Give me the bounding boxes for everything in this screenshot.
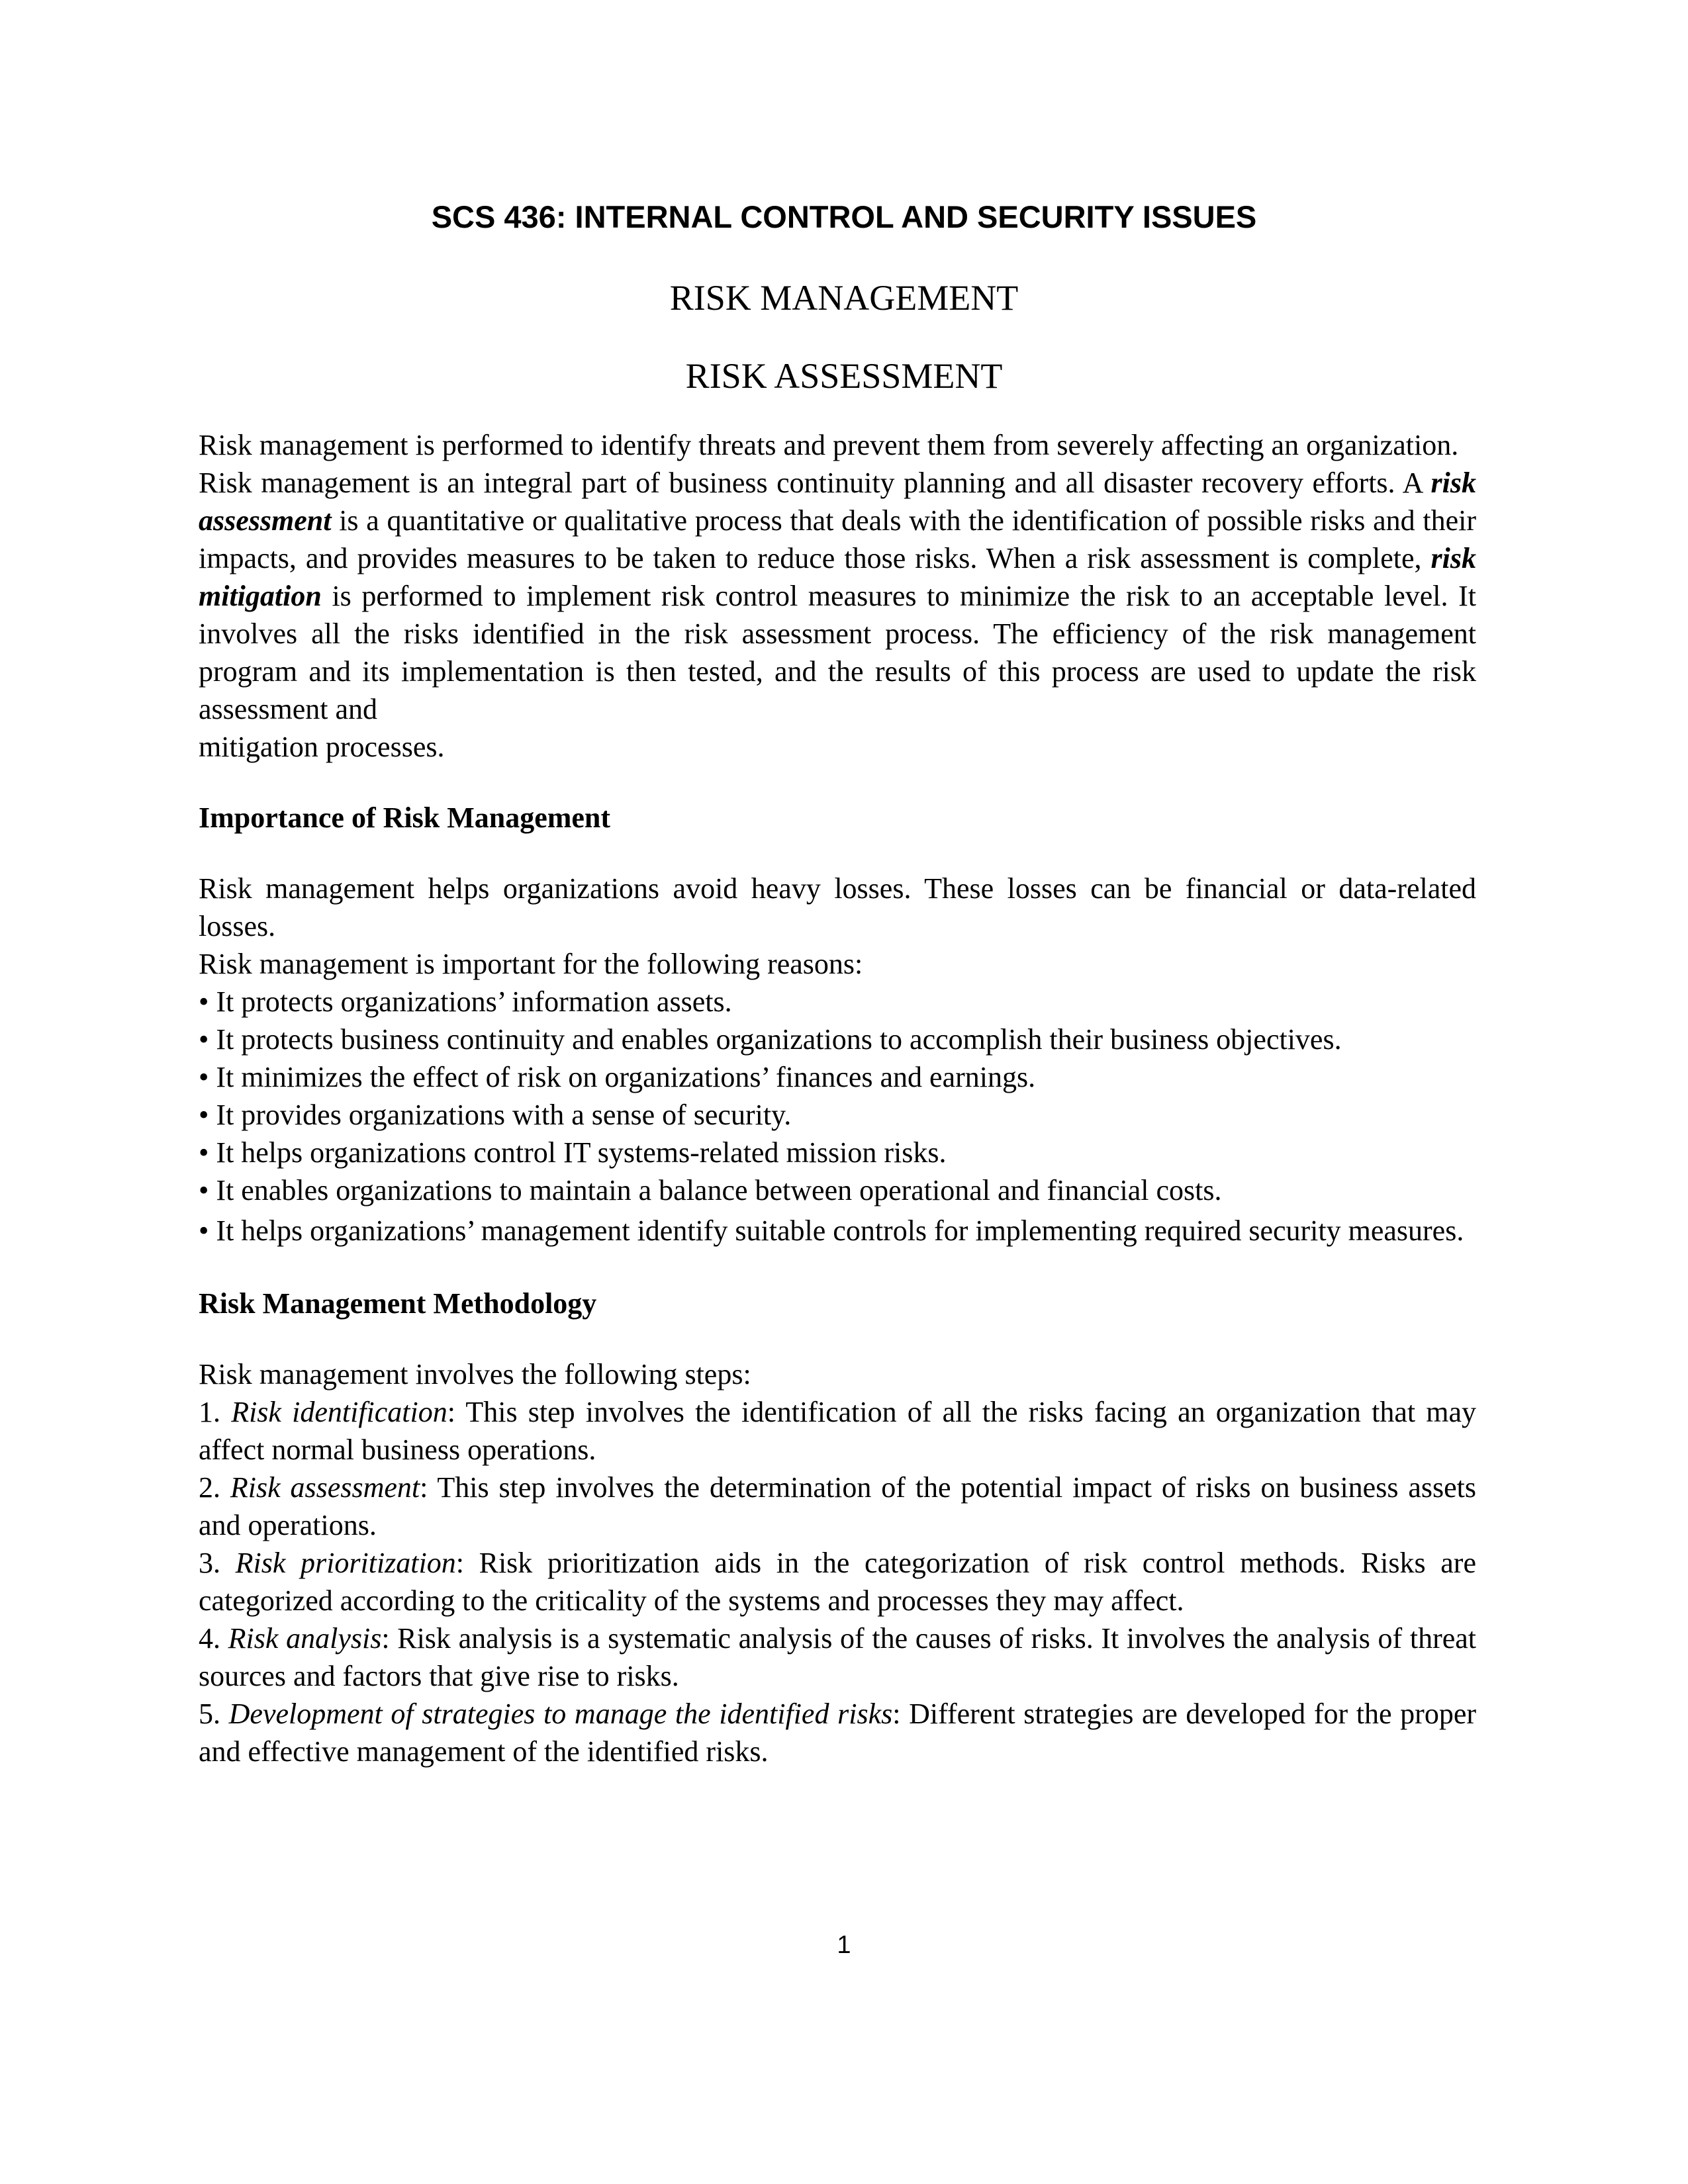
bullet-item: • It protects business continuity and enables organizations to accomplish their business objectives. <box>199 1023 1342 1056</box>
page-number: 1 <box>837 1931 851 1959</box>
step-text: : Different strategies are developed for the proper and effective management of the identified risks. <box>199 1698 1477 1768</box>
heading-risk-assessment: RISK ASSESSMENT <box>685 356 1003 396</box>
intro-text-b: is a quantitative or qualitative process that deals with the identification of possible risks and their impacts, and provides measures to be taken to reduce those risks. When a risk assessment is complete, <box>199 504 1476 574</box>
intro-text-a: Risk management is an integral part of business continuity planning and all disaster recovery efforts. A <box>199 467 1431 499</box>
bullet-item: • It protects organizations’ information assets. <box>199 985 732 1018</box>
intro-paragraph-1: Risk management is performed to identify threats and prevent them from severely affecting an organization. <box>199 429 1459 461</box>
step-number: 4. <box>199 1622 228 1655</box>
course-title: SCS 436: INTERNAL CONTROL AND SECURITY ISSUES <box>431 199 1257 234</box>
bullet-item: • It provides organizations with a sense of security. <box>199 1099 792 1131</box>
step-term: Risk assessment <box>230 1471 420 1504</box>
step-term: Development of strategies to manage the identified risks <box>228 1698 893 1730</box>
step-text: : This step involves the identification of all the risks facing an organization that may affect normal business operations. <box>199 1396 1476 1466</box>
methodology-intro: Risk management involves the following steps: <box>199 1358 751 1390</box>
heading-risk-management: RISK MANAGEMENT <box>669 278 1019 318</box>
bullet-item: • It helps organizations control IT systems-related mission risks. <box>199 1136 947 1169</box>
intro-paragraph-2 <box>199 464 1476 728</box>
step-number: 3. <box>199 1547 236 1579</box>
intro-paragraph-2-end: mitigation processes. <box>199 731 445 763</box>
step-number: 1. <box>199 1396 232 1428</box>
step-number: 2. <box>199 1471 230 1504</box>
term-risk-mitigation: risk mitigation <box>199 542 1476 612</box>
term-risk-assessment: risk assessment <box>199 467 1476 537</box>
bullet-item: • It helps organizations’ management identify suitable controls for implementing required security measures. <box>199 1214 1464 1247</box>
intro-text-c: is performed to implement risk control measures to minimize the risk to an acceptable level. It involves all the risks identified in the risk assessment process. The efficiency of the risk management program and its implementation is then tested, and the results of this process are used to update the risk assessment and <box>199 580 1476 725</box>
methodology-heading: Risk Management Methodology <box>199 1287 597 1320</box>
step-text: : Risk analysis is a systematic analysis of the causes of risks. It involves the analysis of threat sources and factors that give rise to risks. <box>199 1622 1477 1692</box>
methodology-step <box>199 1544 1476 1619</box>
importance-paragraph-2: Risk management is important for the following reasons: <box>199 948 863 980</box>
document-body <box>199 426 1476 1770</box>
methodology-step <box>199 1469 1476 1544</box>
importance-paragraph-1: Risk management helps organizations avoid heavy losses. These losses can be financial or data-related losses. <box>199 872 1476 942</box>
step-term: Risk prioritization <box>235 1547 456 1579</box>
methodology-step <box>199 1695 1476 1770</box>
importance-heading: Importance of Risk Management <box>199 801 611 834</box>
bullet-item: • It minimizes the effect of risk on organizations’ finances and earnings. <box>199 1061 1036 1093</box>
bullet-item: • It enables organizations to maintain a balance between operational and financial costs. <box>199 1174 1222 1206</box>
step-term: Risk identification <box>231 1396 447 1428</box>
step-term: Risk analysis <box>228 1622 382 1655</box>
step-number: 5. <box>199 1698 229 1730</box>
step-text: : This step involves the determination of the potential impact of risks on business assets and operations. <box>199 1471 1477 1541</box>
methodology-step <box>199 1393 1476 1469</box>
step-text: : Risk prioritization aids in the categorization of risk control methods. Risks are categorized according to the criticality of the systems and processes they may affect. <box>199 1547 1476 1617</box>
methodology-step <box>199 1619 1476 1695</box>
